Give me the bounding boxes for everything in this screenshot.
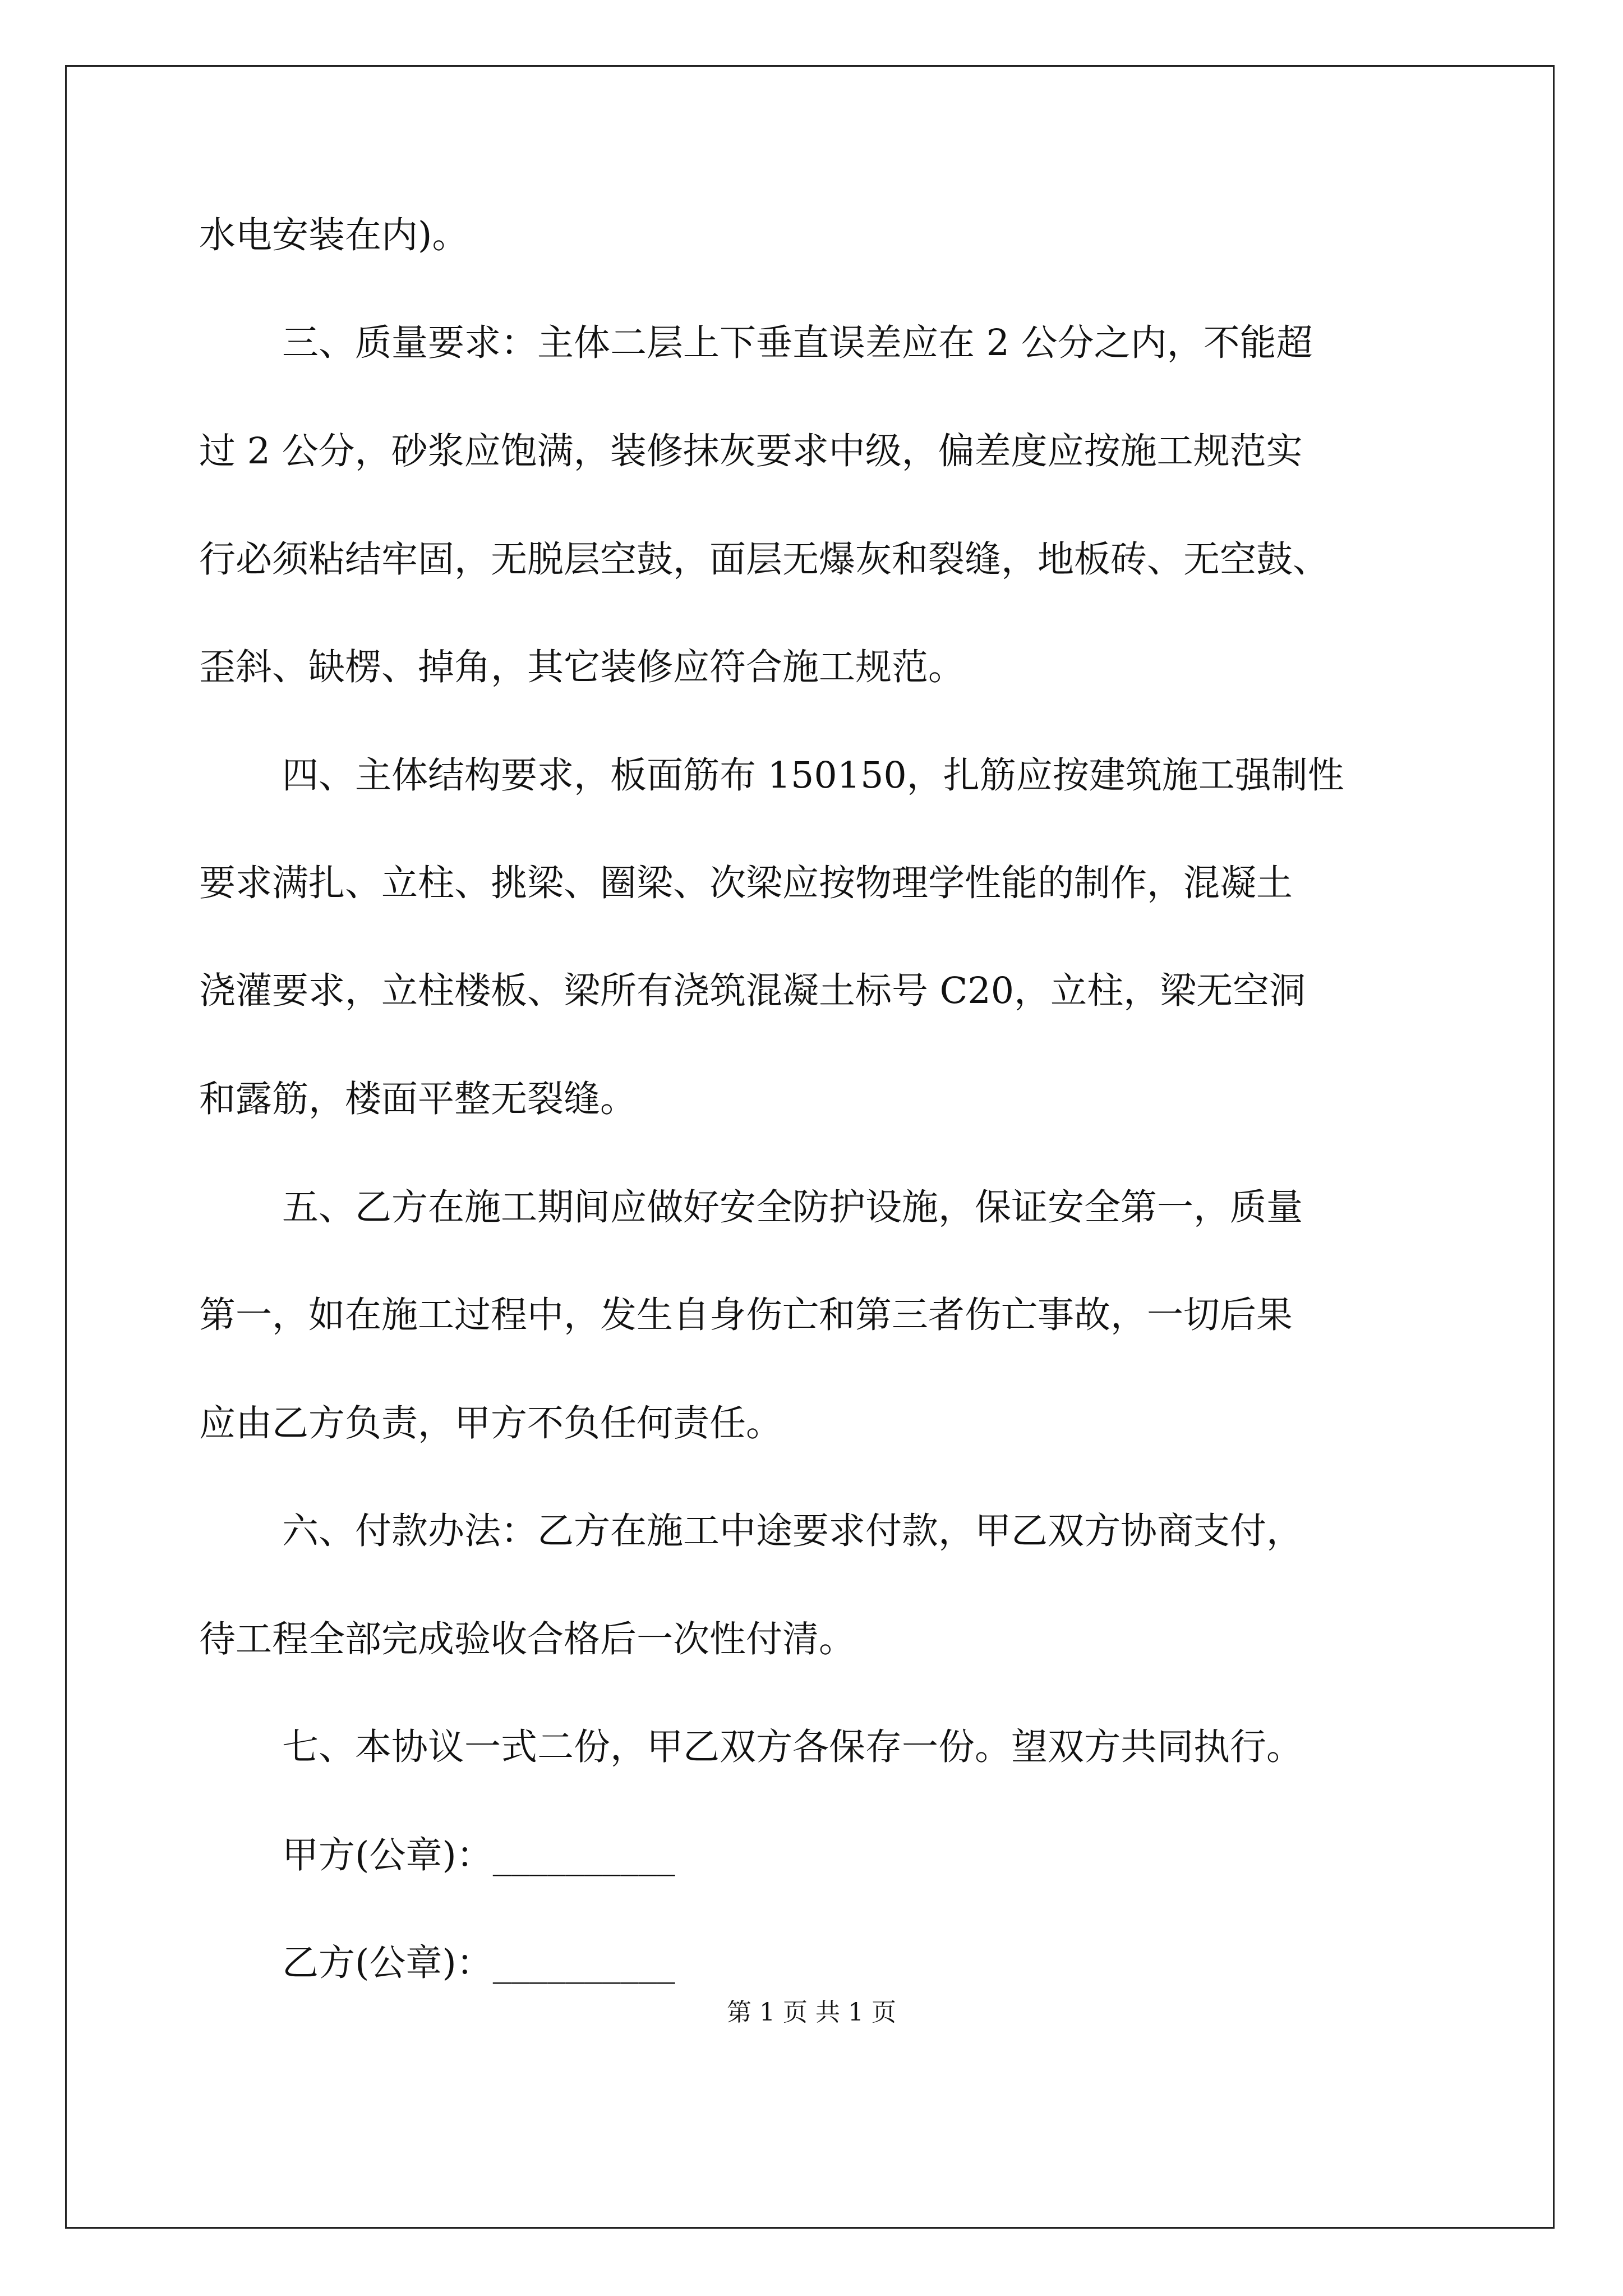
text-line: 行必须粘结牢固，无脱层空鼓，面层无爆灰和裂缝，地板砖、无空鼓、	[199, 539, 1330, 581]
clause-5-line-1: 五、乙方在施工期间应做好安全防护设施，保证安全第一，质量	[282, 1186, 1303, 1228]
clause-7-line: 七、本协议一式二份，甲乙双方各保存一份。望双方共同执行。	[282, 1726, 1303, 1768]
clause-3-line-1: 三、质量要求：主体二层上下垂直误差应在 2 公分之内，不能超	[282, 322, 1313, 364]
text-line: 过 2 公分，砂浆应饱满，装修抹灰要求中级，偏差度应按施工规范实	[199, 430, 1303, 472]
clause-4-line-1: 四、主体结构要求，板面筋布 150150，扎筋应按建筑施工强制性	[282, 754, 1344, 797]
page-border	[65, 65, 1555, 2229]
text-line: 第一，如在施工过程中，发生自身伤亡和第三者伤亡事故，一切后果	[199, 1294, 1293, 1336]
text-line: 应由乙方负责，甲方不负任何责任。	[199, 1402, 783, 1444]
text-line: 水电安装在内)。	[199, 214, 469, 256]
party-a-seal-line: 甲方(公章)：__________	[282, 1834, 675, 1876]
page-footer: 第 1 页 共 1 页	[727, 1998, 896, 2027]
text-line: 要求满扎、立柱、挑梁、圈梁、次梁应按物理学性能的制作，混凝土	[199, 862, 1293, 904]
text-line: 和露筋，楼面平整无裂缝。	[199, 1078, 637, 1120]
text-line: 浇灌要求，立柱楼板、梁所有浇筑混凝土标号 C20，立柱，梁无空洞	[199, 970, 1306, 1012]
clause-6-line-1: 六、付款办法：乙方在施工中途要求付款，甲乙双方协商支付，	[282, 1510, 1303, 1552]
party-b-seal-line: 乙方(公章)：__________	[282, 1942, 675, 1984]
text-line: 待工程全部完成验收合格后一次性付清。	[199, 1618, 856, 1660]
text-line: 歪斜、缺楞、掉角，其它装修应符合施工规范。	[199, 646, 965, 688]
